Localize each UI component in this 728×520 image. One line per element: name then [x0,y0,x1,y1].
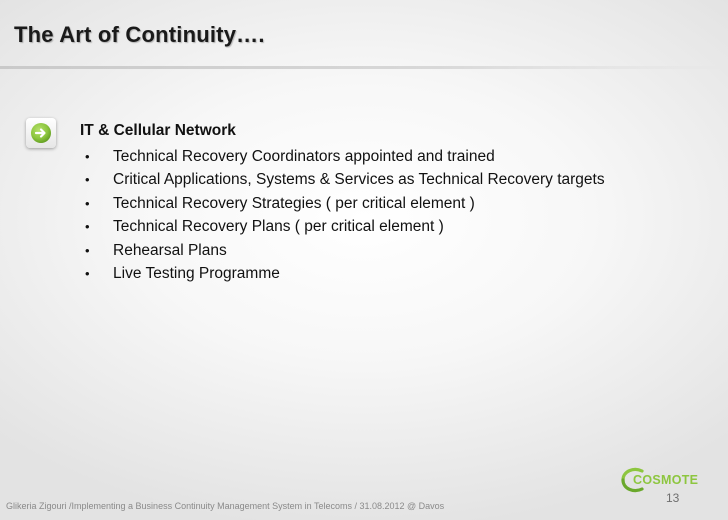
list-item [80,168,605,191]
bullet-dot: • [85,149,90,164]
list-item [80,239,605,262]
bullet-dot: • [85,219,90,235]
arrow-button-frame [26,118,56,148]
list-item-text: Technical Recovery Plans ( per critical element ) [113,218,444,236]
footer-text: Glikeria Zigouri /Implementing a Business Continuity Management System in Telecoms / 31.08.2012 @ Davos [6,501,445,511]
bullet-dot: • [85,242,90,258]
cosmote-logo [620,466,720,494]
bullet-dot: • [85,195,90,211]
bullet-dot: • [85,265,90,281]
arrow-right-circle-icon [30,122,52,144]
bullet-dot: • [85,172,90,188]
list-item [80,145,605,168]
bullet-list [80,145,605,285]
slide-title: The Art of Continuity…. [14,22,265,47]
list-item-text: Technical Recovery Coordinators appointed and trained [113,148,495,165]
section-heading: IT & Cellular Network [80,122,236,139]
list-item-text: Critical Applications, Systems & Services as Technical Recovery targets [113,171,605,189]
list-item-text: Live Testing Programme [113,264,280,282]
list-item-text: Rehearsal Plans [113,241,227,259]
list-item [80,262,605,285]
page-number: 13 [666,491,680,505]
logo-text: COSMOTE [633,473,699,487]
list-item [80,215,605,238]
list-item-text: Technical Recovery Strategies ( per critical element ) [113,194,475,212]
list-item [80,192,605,215]
title-divider [0,66,728,69]
